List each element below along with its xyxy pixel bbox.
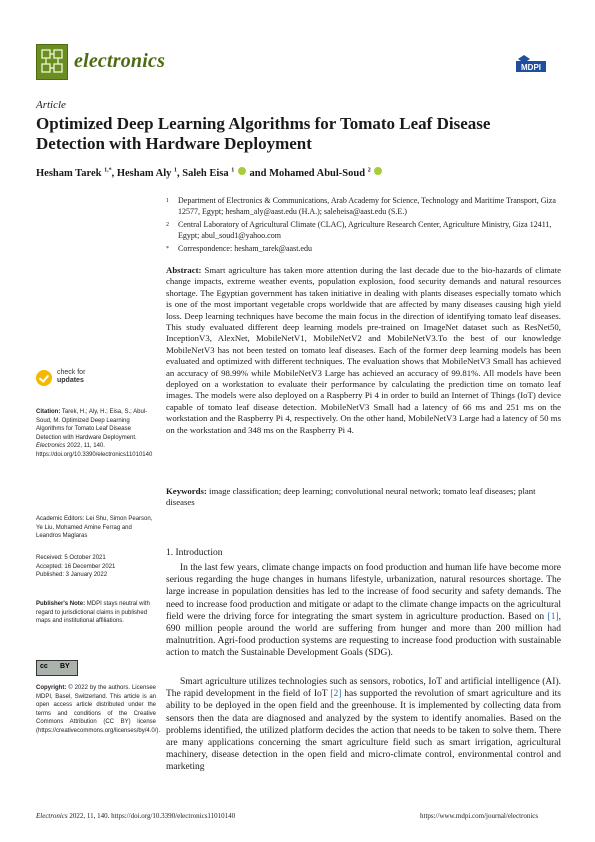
mdpi-logo-icon[interactable] [516,53,546,73]
abstract-text: Smart agriculture has taken more attention during the last decade due to the bio-hazards of climate change impacts, extreme weather events, population explosion, food security demands and natural resources shortage. The Egyptian government has taken initiative in dealing with plants diseases especially tomato which is one of the most important vegetable crops worldwide that are affected by many diseases causing high yield loss. Deep learning techniques have become the main focus in the direction of identifying tomato leaf diseases. This study evaluated different deep learning models pre-trained on ImageNet dataset such as ResNet50, InceptionV3, AlexNet, MobileNetV1, MobileNetV2 and MobileNetV3.To the best of our knowledge MobileNetV3 has not been tested on tomato leaf diseases. Each of the former deep learning models has been evaluated and optimized with different techniques. The evaluation shows that MobileNetV3 Small has achieved an accuracy of 98.99% while MobileNetV3 Large has achieved an accuracy of 99.81%. All models have been deployed on a workstation to evaluate their performance by calculating the prediction time on tomato leaf images. The models were also deployed on a Raspberry Pi 4 in order to build an Internet of Things (IoT) device capable of tomato leaf disease detection. MobileNetV3 Small had a latency of 66 ms and 251 ms on the workstation and the Raspberry Pi 4, respectively. On the other hand, MobileNetV3 Large had a latency of 50 ms on the workstation and 348 ms on the Raspberry Pi 4. [166,265,562,435]
author-name: Mohamed Abul-Soud [269,168,366,179]
paragraph-1: In the last few years, climate change impacts on food production and human life have become more serious regarding the huge changes in humans lifestyle, urbanization, natural resources shortage. The large increase in population densities has led to the increase of food security and safety demands. The need to increase food production and mitigate or adapt to the climate change impacts on the agricultural field were the driving force for integrating the smart system in agriculture production. Based on [1], 690 million people around the world are suffering from hunger and more than 200 million had malnutrition. Agri-food production systems are requesting to increase food production with sustainable action to match the Sustainable Development Goals (SDG). [166,563,561,659]
mdpi-logo-text: MDPI [521,63,541,72]
affiliation-2: 2 Central Laboratory of Agricultural Climate (CLAC), Agriculture Research Center, Agriculture Ministry, Giza 12411, Egypt; abul_soud1@yahoo.com [166,220,552,240]
correspondence: * Correspondence: hesham_tarek@aast.edu [166,244,312,253]
check-icon [36,370,52,386]
keywords [166,486,561,509]
journal-name[interactable]: electronics [74,50,166,72]
footer-citation: Electronics 2022, 11, 140. https://doi.org/10.3390/electronics11010140 [36,812,236,820]
copyright-block: Copyright: © 2022 by the authors. Licensee MDPI, Basel, Switzerland. This article is an open access article distributed under the terms and conditions of the Creative Commons Attribution (CC BY) license (https://creativecommons.org/licenses/by/4.0/). [36,685,161,734]
author-affiliation-sup: 1,* [104,167,112,174]
paper-title: Optimized Deep Learning Algorithms for Tomato Leaf Disease Detection with Hardware Deployment [36,114,491,153]
citation-block: Citation: Tarek, H.; Aly, H.; Eisa, S.; Abul-Soud, M. Optimized Deep Learning Algorithms for Tomato Leaf Disease Detection with Hardware Deployment. Electronics 2022, 11, 140. https://doi.org/10.3390/electronics11010140 [36,409,153,458]
footer-journal-url[interactable]: https://www.mdpi.com/journal/electronics [420,812,539,820]
affiliation-1: 1 Department of Electronics & Communications, Arab Academy for Science, Technology and Maritime Transport, Giza 12577, Egypt; hesham_aly@aast.edu (H.A.); saleheisa@aast.edu (S.E.) [166,196,556,216]
author-name: Hesham Tarek [36,168,102,179]
author-affiliation-sup: 2 [367,167,371,174]
reference-link[interactable]: [1] [547,611,559,622]
accepted-date: Accepted: 16 December 2021 [36,563,116,570]
abstract-label: Abstract: [166,265,202,275]
orcid-icon[interactable] [374,167,382,175]
paragraph-2: Smart agriculture utilizes technologies such as sensors, robotics, IoT and artificial intelligence (AI). The rapid development in the field of IoT [2] has supported the revolution of smart agriculture and its ability to be deployed in the open field and the greenhouse. It is implemented by collecting data from sensors then the data are diagnosed and analyzed by the system to identify anomalies. Based on the problems identified, the utilized platform decides the action that needs to be taken to solve them. There are many applications concerning the smart agriculture field such as smart irrigation, agricultural machinery, disease detection in the open field and micro-climate control, environmental control and marketing [166,677,561,773]
reference-link[interactable]: [2] [330,689,342,700]
keywords-label: Keywords: [166,486,207,496]
cc-by-license-icon[interactable]: cc BY [36,660,78,676]
author-name: Hesham Aly [116,168,172,179]
check-for-updates-badge[interactable]: check for updates [36,368,116,394]
author-affiliation-sup: 1 [174,167,177,174]
publishers-note: Publisher's Note: MDPI stays neutral with regard to jurisdictional claims in published maps and institutional affiliations. [36,601,150,625]
dates-block [36,554,156,580]
article-type: Article [36,99,66,111]
keywords-text: image classification; deep learning; convolutional neural network; tomato leaf diseases; plant diseases [166,486,536,508]
published-date: Published: 3 January 2022 [36,572,108,579]
received-date: Received: 5 October 2021 [36,555,106,561]
author-affiliation-sup: 1 [231,167,235,174]
orcid-icon[interactable] [238,167,246,175]
abstract [166,265,561,436]
author-name: Saleh Eisa [182,168,229,179]
journal-logo-icon [36,44,68,80]
author-list: Hesham Tarek $^{1,*}$, Hesham Aly $^1$, Saleh Eisa $^1$ and Mohamed Abul-Soud $^2$ [36,167,383,179]
section-heading: 1. Introduction [166,548,223,558]
academic-editors: Academic Editors: Lei Shu, Simon Pearson, Ye Liu, Mohamed Amine Ferrag and Leandros Maglaras [36,516,153,540]
